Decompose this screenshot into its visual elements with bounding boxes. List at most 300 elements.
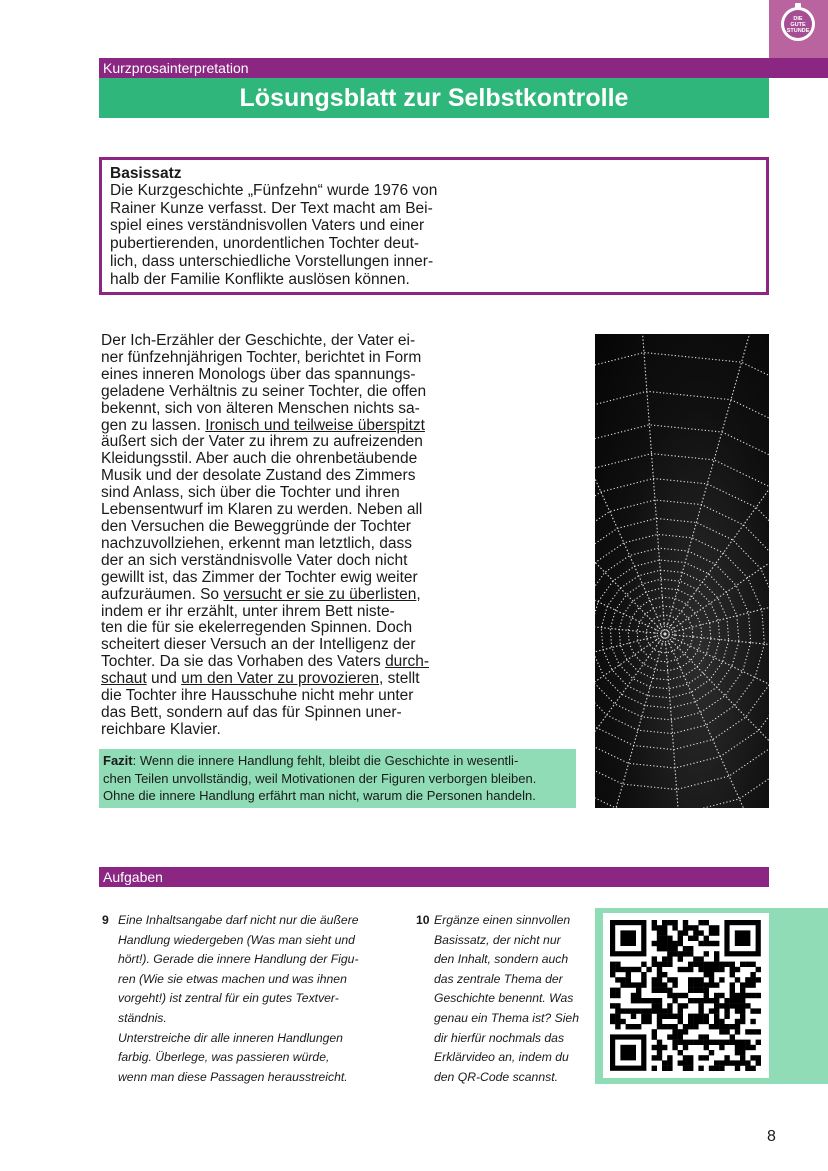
text-run: aufzuräumen. So <box>101 585 224 603</box>
web-ring <box>595 500 769 768</box>
web-spoke <box>665 634 769 808</box>
qr-module <box>646 1014 651 1019</box>
section-label: Kurzprosainterpretation <box>99 58 769 78</box>
interpretation-line <box>101 570 453 587</box>
web-ring <box>595 425 769 808</box>
qr-module <box>641 962 646 967</box>
qr-module <box>704 1045 709 1050</box>
qr-module <box>657 982 662 987</box>
qr-module <box>714 993 719 998</box>
qr-finder-inner <box>620 930 636 946</box>
qr-module <box>698 1034 703 1039</box>
web-ring <box>595 548 751 720</box>
qr-module <box>740 1008 745 1013</box>
qr-module <box>683 925 688 930</box>
qr-module <box>745 1029 750 1034</box>
qr-module <box>688 1066 693 1071</box>
qr-module <box>735 1040 740 1045</box>
qr-module <box>704 1019 709 1024</box>
qr-module <box>709 982 714 987</box>
task-line: Basissatz, der nicht nur <box>434 932 561 947</box>
interpretation-line <box>101 384 453 401</box>
text-run: Musik und der desolate Zustand des Zimmers <box>101 467 416 485</box>
qr-module <box>709 972 714 977</box>
qr-module <box>620 1019 625 1024</box>
interpretation-line <box>101 705 453 722</box>
qr-module <box>641 998 646 1003</box>
fazit-line: Ohne die innere Handlung erfährt man nicht, warum die Personen handeln. <box>103 788 536 803</box>
qr-module <box>610 1003 615 1008</box>
qr-module <box>683 1060 688 1065</box>
qr-module <box>667 951 672 956</box>
qr-module <box>610 988 615 993</box>
qr-module <box>662 946 667 951</box>
qr-module <box>735 1050 740 1055</box>
qr-module <box>667 1055 672 1060</box>
qr-module <box>735 1003 740 1008</box>
qr-module <box>709 941 714 946</box>
qr-module <box>683 967 688 972</box>
qr-module <box>667 946 672 951</box>
qr-module <box>698 930 703 935</box>
basissatz-heading: Basissatz <box>110 165 182 182</box>
qr-module <box>652 956 657 961</box>
qr-module <box>667 956 672 961</box>
spider-web-image <box>595 334 769 808</box>
qr-module <box>657 946 662 951</box>
qr-module <box>693 936 698 941</box>
qr-module <box>615 1024 620 1029</box>
qr-module <box>698 988 703 993</box>
qr-module <box>750 1045 755 1050</box>
qr-module <box>688 1019 693 1024</box>
qr-module <box>704 998 709 1003</box>
qr-module <box>683 993 688 998</box>
qr-module <box>652 962 657 967</box>
qr-module <box>698 982 703 987</box>
qr-module <box>735 1029 740 1034</box>
web-spoke <box>665 334 769 634</box>
qr-module <box>657 1024 662 1029</box>
qr-module <box>693 988 698 993</box>
qr-module <box>730 972 735 977</box>
qr-module <box>657 967 662 972</box>
qr-module <box>672 1024 677 1029</box>
qr-module <box>730 1034 735 1039</box>
qr-module <box>735 1066 740 1071</box>
web-ring <box>595 334 769 808</box>
qr-module <box>704 972 709 977</box>
qr-module <box>652 988 657 993</box>
qr-module <box>657 1050 662 1055</box>
qr-module <box>662 988 667 993</box>
qr-module <box>662 1008 667 1013</box>
qr-module <box>740 1050 745 1055</box>
qr-module <box>719 1040 724 1045</box>
interpretation-line <box>101 434 453 451</box>
qr-module <box>704 936 709 941</box>
qr-module <box>714 930 719 935</box>
qr-module <box>610 1014 615 1019</box>
qr-module <box>667 920 672 925</box>
qr-module <box>667 1008 672 1013</box>
interpretation-line <box>101 553 453 570</box>
qr-module <box>704 920 709 925</box>
text-run: die Tochter ihre Hausschuhe nicht mehr unter <box>101 687 414 705</box>
qr-module <box>698 1008 703 1013</box>
interpretation-line <box>101 587 453 604</box>
qr-module <box>745 993 750 998</box>
qr-code[interactable] <box>603 913 769 1078</box>
qr-module <box>662 1060 667 1065</box>
text-run: indem er ihr erzählt, unter ihrem Bett niste- <box>101 602 395 620</box>
basissatz-line: Die Kurzgeschichte „Fünfzehn“ wurde 1976 von <box>110 182 438 199</box>
qr-module <box>750 972 755 977</box>
qr-module <box>756 1055 761 1060</box>
qr-module <box>714 956 719 961</box>
qr-module <box>636 982 641 987</box>
qr-module <box>667 1066 672 1071</box>
qr-module <box>678 1029 683 1034</box>
qr-module <box>652 1045 657 1050</box>
qr-module <box>678 1034 683 1039</box>
qr-module <box>730 988 735 993</box>
qr-module <box>672 1040 677 1045</box>
qr-module <box>704 1040 709 1045</box>
qr-code-icon <box>603 913 769 1078</box>
qr-module <box>709 967 714 972</box>
qr-module <box>704 1055 709 1060</box>
qr-module <box>735 977 740 982</box>
qr-module <box>740 998 745 1003</box>
web-ring <box>595 560 739 708</box>
qr-module <box>745 977 750 982</box>
qr-module <box>662 1066 667 1071</box>
basissatz-box <box>99 157 769 295</box>
text-run: sind Anlass, sich über die Tochter und ihren <box>101 484 400 502</box>
qr-module <box>672 946 677 951</box>
qr-module <box>667 1034 672 1039</box>
interpretation-line <box>101 671 453 688</box>
basissatz-line: pubertierenden, unordentlichen Tochter deut- <box>110 235 420 253</box>
qr-module <box>662 956 667 961</box>
text-run: der an sich verständnisvolle Vater doch nicht <box>101 551 408 569</box>
text-run: gen zu lassen. <box>101 416 206 434</box>
interpretation-line <box>101 485 453 502</box>
fazit-line: chen Teilen unvollständig, weil Motivationen der Figuren verborgen bleiben. <box>103 770 537 786</box>
qr-module <box>688 962 693 967</box>
qr-module <box>657 1055 662 1060</box>
qr-module <box>678 1060 683 1065</box>
qr-module <box>714 951 719 956</box>
qr-module <box>672 951 677 956</box>
qr-module <box>672 1034 677 1039</box>
qr-module <box>672 982 677 987</box>
qr-module <box>745 1066 750 1071</box>
web-spoke <box>595 584 665 634</box>
qr-module <box>667 977 672 982</box>
qr-module <box>693 925 698 930</box>
qr-module <box>719 1060 724 1065</box>
qr-module <box>719 1066 724 1071</box>
fazit-first-line: : Wenn die innere Handlung fehlt, bleibt die Geschichte in wesentli- <box>132 753 519 768</box>
qr-module <box>704 941 709 946</box>
qr-module <box>709 1024 714 1029</box>
web-spoke <box>595 634 665 757</box>
qr-module <box>709 930 714 935</box>
qr-module <box>626 1008 631 1013</box>
qr-module <box>688 946 693 951</box>
web-ring <box>595 391 769 808</box>
basissatz-line: spiel eines verständnisvollen Vaters und einer <box>110 217 425 235</box>
qr-module <box>688 936 693 941</box>
qr-module <box>704 1014 709 1019</box>
qr-module <box>693 962 698 967</box>
aufgaben-label: Aufgaben <box>99 867 769 887</box>
qr-module <box>724 962 729 967</box>
qr-module <box>698 1019 703 1024</box>
qr-module <box>657 936 662 941</box>
basissatz-line: lich, dass unterschiedliche Vorstellungen inner- <box>110 252 434 270</box>
qr-module <box>756 967 761 972</box>
qr-module <box>652 1008 657 1013</box>
qr-module <box>662 930 667 935</box>
web-spoke <box>595 334 665 634</box>
qr-module <box>657 998 662 1003</box>
qr-module <box>657 941 662 946</box>
qr-module <box>620 982 625 987</box>
task-line: das zentrale Thema der <box>434 971 563 986</box>
qr-module <box>657 925 662 930</box>
task-line: dir hierfür nochmals das <box>434 1030 565 1045</box>
qr-module <box>662 920 667 925</box>
qr-module <box>615 1014 620 1019</box>
qr-module <box>672 993 677 998</box>
interpretation-line <box>101 350 453 367</box>
text-run: Der Ich-Erzähler der Geschichte, der Vater ei- <box>101 332 416 349</box>
qr-module <box>735 993 740 998</box>
qr-module <box>709 1066 714 1071</box>
qr-module <box>740 1019 745 1024</box>
qr-module <box>652 1066 657 1071</box>
qr-module <box>719 1024 724 1029</box>
text-run: und <box>146 670 182 688</box>
underlined-phrase: um den Vater zu provozieren <box>181 670 380 688</box>
qr-module <box>631 982 636 987</box>
qr-module <box>626 982 631 987</box>
qr-module <box>652 998 657 1003</box>
web-spoke <box>595 334 665 634</box>
task-line: farbig. Überlege, was passieren würde, <box>118 1050 330 1065</box>
underlined-phrase: versucht er sie zu überlisten <box>223 585 417 603</box>
web-spoke <box>665 634 769 808</box>
qr-module <box>704 988 709 993</box>
task-line: Ergänze einen sinnvollen <box>434 913 571 927</box>
text-run: äußert sich der Vater zu ihrem zu aufreizenden <box>101 433 423 451</box>
qr-module <box>735 998 740 1003</box>
web-spoke <box>665 634 769 808</box>
page-number: 8 <box>767 1128 776 1145</box>
qr-module <box>750 977 755 982</box>
text-run: reichbare Klavier. <box>101 720 221 738</box>
qr-module <box>704 967 709 972</box>
qr-module <box>724 1029 729 1034</box>
qr-module <box>698 1014 703 1019</box>
interpretation-line <box>101 333 453 350</box>
text-run: scheitert dieser Versuch an der Intelligenz der <box>101 636 416 654</box>
qr-module <box>714 1008 719 1013</box>
qr-module <box>631 1024 636 1029</box>
interpretation-text <box>101 333 453 739</box>
qr-module <box>615 967 620 972</box>
qr-module <box>724 1040 729 1045</box>
qr-module <box>678 1050 683 1055</box>
qr-module <box>615 988 620 993</box>
interpretation-line <box>101 688 453 705</box>
qr-module <box>693 998 698 1003</box>
qr-module <box>704 951 709 956</box>
interpretation-line <box>101 367 453 384</box>
stopwatch-logo <box>784 10 812 38</box>
qr-module <box>745 1040 750 1045</box>
qr-module <box>631 998 636 1003</box>
task-line: den QR-Code scannst. <box>434 1069 558 1084</box>
qr-module <box>688 988 693 993</box>
qr-module <box>730 982 735 987</box>
qr-module <box>735 1008 740 1013</box>
underlined-phrase: durch- <box>385 653 429 671</box>
qr-module <box>641 1008 646 1013</box>
qr-module <box>730 967 735 972</box>
fazit-label: Fazit <box>103 753 133 768</box>
logo-line-2: GUTE <box>790 22 806 28</box>
qr-module <box>745 1060 750 1065</box>
qr-module <box>704 993 709 998</box>
qr-module <box>667 1060 672 1065</box>
qr-module <box>740 988 745 993</box>
text-run: Kleidungsstil. Aber auch die ohrenbetäubende <box>101 450 418 468</box>
interpretation-line <box>101 468 453 485</box>
fazit-box <box>99 749 576 808</box>
qr-module <box>750 1019 755 1024</box>
qr-module <box>620 967 625 972</box>
qr-module <box>672 920 677 925</box>
qr-module <box>672 1029 677 1034</box>
qr-module <box>693 982 698 987</box>
qr-module <box>688 967 693 972</box>
qr-module <box>740 1014 745 1019</box>
qr-module <box>652 977 657 982</box>
qr-module <box>683 1029 688 1034</box>
qr-module <box>698 962 703 967</box>
qr-module <box>735 1060 740 1065</box>
qr-module <box>683 1055 688 1060</box>
qr-module <box>719 1045 724 1050</box>
text-run: , <box>416 585 421 603</box>
qr-module <box>678 956 683 961</box>
interpretation-line <box>101 604 453 621</box>
qr-module <box>626 977 631 982</box>
qr-module <box>615 1019 620 1024</box>
web-ring <box>595 454 769 808</box>
qr-module <box>662 925 667 930</box>
qr-module <box>662 1014 667 1019</box>
qr-module <box>714 1060 719 1065</box>
interpretation-line <box>101 418 453 435</box>
qr-module <box>735 1045 740 1050</box>
interpretation-line <box>101 451 453 468</box>
qr-module <box>610 1019 615 1024</box>
qr-module <box>683 930 688 935</box>
task-line: Unterstreiche dir alle inneren Handlungen <box>118 1030 343 1045</box>
qr-module <box>657 1045 662 1050</box>
qr-module <box>709 925 714 930</box>
qr-module <box>756 977 761 982</box>
qr-module <box>636 993 641 998</box>
task-line: Geschichte benennt. Was <box>434 991 574 1006</box>
qr-module <box>714 1014 719 1019</box>
qr-module <box>724 1008 729 1013</box>
interpretation-line <box>101 654 453 671</box>
qr-module <box>698 1003 703 1008</box>
qr-module <box>667 993 672 998</box>
qr-module <box>672 941 677 946</box>
qr-module <box>709 1050 714 1055</box>
qr-module <box>698 956 703 961</box>
qr-module <box>693 930 698 935</box>
qr-module <box>652 1029 657 1034</box>
basissatz-line: Rainer Kunze verfasst. Der Text macht am Bei- <box>110 199 433 217</box>
qr-module <box>698 941 703 946</box>
logo-line-3: STUNDE <box>786 28 810 34</box>
qr-module <box>626 972 631 977</box>
qr-module <box>620 1008 625 1013</box>
text-run: geladene Verhältnis zu seiner Tochter, die offen <box>101 382 427 400</box>
qr-module <box>678 1014 683 1019</box>
qr-module <box>724 1060 729 1065</box>
text-run: nachzuvollziehen, erkennt man letztlich, dass <box>101 534 413 552</box>
task-line: ren (Wie sie etwas machen und was ihnen <box>118 971 347 986</box>
qr-module <box>662 982 667 987</box>
qr-module <box>662 972 667 977</box>
text-run: Tochter. Da sie das Vorhaben des Vaters <box>101 653 386 671</box>
qr-module <box>652 925 657 930</box>
qr-module <box>750 1055 755 1060</box>
text-run: , stellt <box>379 670 420 688</box>
qr-module <box>714 941 719 946</box>
qr-module <box>672 925 677 930</box>
qr-module <box>704 1034 709 1039</box>
qr-module <box>688 925 693 930</box>
qr-module <box>750 982 755 987</box>
qr-module <box>714 1024 719 1029</box>
qr-module <box>678 993 683 998</box>
qr-module <box>667 962 672 967</box>
underlined-phrase: Ironisch und teilweise überspitzt <box>205 416 425 434</box>
qr-module <box>615 1008 620 1013</box>
qr-module <box>688 977 693 982</box>
qr-module <box>636 967 641 972</box>
qr-module <box>730 993 735 998</box>
task-line: vorgeht!) ist zentral für ein gutes Textver- <box>118 991 339 1006</box>
qr-module <box>610 967 615 972</box>
qr-module <box>652 941 657 946</box>
page-title: Lösungsblatt zur Selbstkontrolle <box>99 78 769 118</box>
brand-tab-bar <box>769 58 828 78</box>
qr-module <box>698 977 703 982</box>
qr-module <box>714 925 719 930</box>
qr-module <box>740 962 745 967</box>
